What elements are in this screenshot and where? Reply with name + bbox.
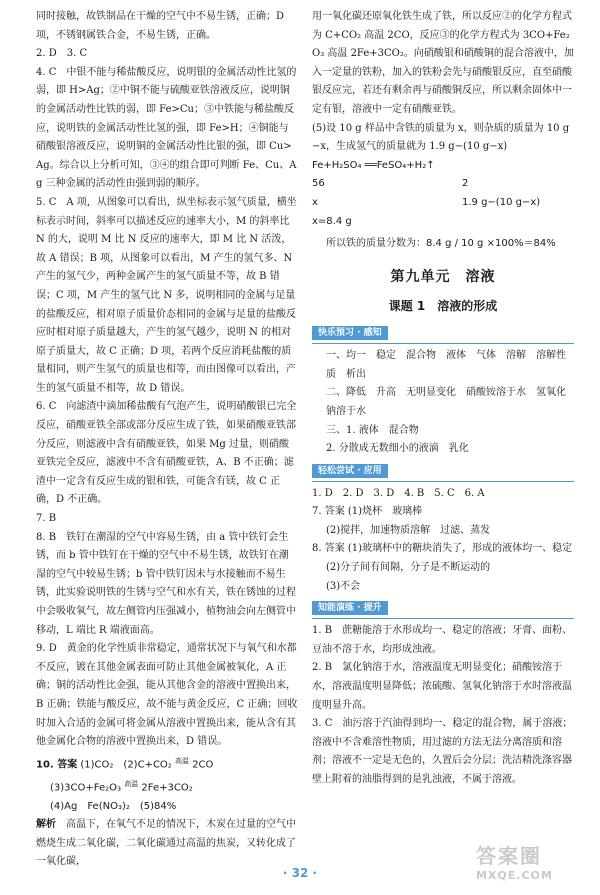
left-para-1: 2. D 3. C xyxy=(36,48,88,60)
q10-jiexi-text: 高温下，在氧气不足的情况下，木炭在过量的空气中燃烧生成二氧化碳，二氧化碳通过高温的焦炭，又转化成了一氧化碳， xyxy=(36,819,296,868)
q10-line-1 xyxy=(36,752,298,775)
page-number: · 32 · xyxy=(282,866,318,880)
left-para-0: 同时接触，故铁制品在干燥的空气中不易生锈，正确；D项，不锈钢属铁合金，不易生锈，正确。 xyxy=(36,11,285,41)
watermark-small: MXQE.COM xyxy=(476,869,553,882)
q10-jiexi-tag: 解析 xyxy=(36,819,56,831)
s3-line-0: 1. B 蔗糖能溶于水形成均一、稳定的溶液；牙膏、面粉、豆油不溶于水，均形成浊液。 xyxy=(312,625,573,655)
section-1-header xyxy=(312,323,574,344)
left-para-5: 7. B xyxy=(36,513,57,525)
q10-line-2 xyxy=(36,775,298,798)
left-para-6: 8. B 铁钉在潮湿的空气中容易生锈，由 a 管中铁钉会生锈，而 b 管中铁钉在干燥的空气中不易生锈，故铁钉在潮湿的空气中较易生锈；b 管中铁钉因未与水接触而不易生锈，此实验说明铁的生锈与空气和水有关，铁在锈蚀的过程中会吸收氧气，故左侧管内压强减小，植物油会向左侧管中移动，L 端比 R 端液面高。 xyxy=(36,531,296,636)
s1-line-3: 2. 分散成无数细小的液滴 乳化 xyxy=(326,443,469,455)
q5-c2: 2 xyxy=(462,178,469,190)
s3-line-1: 2. B 氯化钠溶于水，溶液温度无明显变化；硝酸铵溶于水，溶液温度明显降低；浓硫酸、氢氧化钠溶于水时溶液温度明显升高。 xyxy=(312,662,572,711)
q10-cond-1: 高温 xyxy=(175,756,189,765)
q10-eq2: (3)3CO+Fe₂O₃ xyxy=(50,782,122,793)
left-para-7: 9. D 黄金的化学性质非常稳定，通常状况下与氧气和水都不反应，镀在其他金属表面可防止其他金属被氧化，A 正确；铜的活动性比金强，能从其他含金的溶液中置换出来，B 正确；铁能与酸反应，故不能与黄金反应，C 正确；回收时加入合适的金属可将金属从溶液中置换出来，能从含有其他金属化合物的溶液中置换出来，D 错误。 xyxy=(36,643,298,748)
s1-line-2: 三、1. 液体 混合物 xyxy=(326,424,419,436)
q5-equation: Fe+H₂SO₄ ══FeSO₄+H₂↑ xyxy=(312,159,435,171)
q5-c56: 56 xyxy=(312,178,325,190)
q5-percentage: 所以铁的质量分数为：8.4 g / 10 g ×100%＝84% xyxy=(326,238,556,250)
s1-line-1: 二、降低 升高 无明显变化 硝酸铵溶于水 氢氧化钠溶于水 xyxy=(326,387,566,417)
left-para-3: 5. C A 项，从图象可以看出，纵坐标表示氢气质量，横坐标表示时间，斜率可以描述反应的速率大小，M 的斜率比 N 的大，说明 M 比 N 反应的速率大，即 M 比 N 活泼，故 A 错误；B 项，从图象可以看出，M 产生的氢气多、N 产生的氢气少，两种金属产生的氢气质量不等，故 B 错误；C 项，M 产生的氢气比 N 多，说明相同的金属与足量的盐酸反应，相对原子质量价态相同的金属与足量的盐酸反应时相对原子质量越大，产生的氢气越少，说明 N 的相对原子质量大，故 C 正确；D 项，若两个反应消耗盐酸的质量相同，则产生氢气的质量也相等，而由图像可以看出，产生的氢气质量不相等，故 D 错误。 xyxy=(36,196,297,394)
section-1-badge: 快乐预习 · 感知 xyxy=(312,326,388,340)
watermark-logo xyxy=(476,840,586,888)
q10-label: 10. 答案 xyxy=(36,759,78,771)
lesson-title: 课题 1 溶液的形成 xyxy=(388,298,498,313)
q10-cond-2: 高温 xyxy=(124,779,139,788)
s2-line-0: 1. D 2. D 3. D 4. B 5. C 6. A xyxy=(312,487,485,499)
q5-text: (5)设 10 g 样品中含铁的质量为 x，则杂质的质量为 10 g−x，生成氢气的质量就为 1.9 g−(10 g−x) xyxy=(312,122,570,153)
q5-calc xyxy=(312,175,574,235)
q10-block xyxy=(36,752,298,872)
left-column xyxy=(36,8,298,872)
s2-line-3: 8. 答案 (1)玻璃杯中的糖块消失了，形成的液体均一、稳定 xyxy=(312,543,573,555)
s2-line-5: (3)不会 xyxy=(326,580,361,592)
q10-eq1: (1)CO₂ (2)C+CO₂ xyxy=(80,759,172,771)
section-2-header xyxy=(312,461,574,482)
q10-eq2b: 2Fe+3CO₂ xyxy=(141,782,193,793)
s2-line-1: 7. 答案 (1)烧杯 玻璃棒 xyxy=(312,506,423,518)
q10-line-3: (4)Ag Fe(NO₃)₂ (5)84% xyxy=(50,800,177,812)
q5-cx: x xyxy=(312,197,318,209)
s2-line-2: (2)搅拌，加速物质溶解 过滤、蒸发 xyxy=(326,524,491,536)
s2-line-4: (2)分子间有间隔，分子是不断运动的 xyxy=(326,562,491,574)
s3-line-2: 3. C 油污溶于汽油得到均一、稳定的混合物，属于溶液；溶液中不含难溶性物质，用过滤的方法无法分离溶质和溶剂；溶液不一定是无色的，久置后会分层；洗洁精洗涤容器壁上附着的油脂得到的是乳浊液，不属于溶液。 xyxy=(312,718,573,785)
section-3-badge: 知能演练 · 提升 xyxy=(312,601,388,615)
right-column xyxy=(312,8,574,790)
left-para-2: 4. C 中银不能与稀盐酸反应，说明银的金属活动性比氢的弱，即 H>Ag；②中铜不能与硫酸亚铁溶液反应，说明铜的金属活动性比铁的弱，即 Fe>Cu；③中铁能与稀盐酸反应，说明铁的金属活动性比氢的强，即 Fe>H；④铜能与硝酸银溶液反应，说明铜的金属活动性比银的强，即 Cu>Ag。综合以上分析可知，③④的组合即可判断 Fe、Cu、Ag 三种金属的活动性由强到弱的顺序。 xyxy=(36,66,297,190)
section-2-badge: 轻松尝试 · 应用 xyxy=(312,464,388,478)
q5-result: x=8.4 g xyxy=(312,216,352,228)
right-top-para: 用一氧化碳还原氧化铁生成了铁，所以反应②的化学方程式为 C+CO₂ 高温 2CO，反应③的化学方程式为 3CO+Fe₂O₃ 高温 2Fe+3CO₂。向硝酸银和硝酸铜的混合溶液中，加入一定量的铁粉，加入的铁粉会先与硝酸银反应，直至硝酸银反应完，若还有剩余再与硝酸铜反应，所以剩余固体中一定有银，溶液中一定有硝酸亚铁。 xyxy=(312,11,574,115)
section-3-header xyxy=(312,598,574,619)
q10-eq1b: 2CO xyxy=(192,759,214,771)
left-para-4: 6. C 向滤渣中滴加稀盐酸有气泡产生，说明硝酸银已完全反应，硝酸亚铁全部或部分反应生成了铁，如果硝酸亚铁部分反应，则滤液中含有硝酸亚铁，如果 Mg 过量，则硝酸亚铁完全反应，滤液中不含有硝酸亚铁，A、B 不正确；滤渣中一定含有反应生成的银和铁，可能含有镁，故 C 正确，D 不正确。 xyxy=(36,401,297,506)
unit-title: 第九单元 溶液 xyxy=(390,268,496,285)
watermark-big: 答案圈 xyxy=(476,844,542,868)
q5-cr: 1.9 g−(10 g−x) xyxy=(462,197,541,209)
q10-explanation xyxy=(36,816,298,872)
s1-line-0: 一、均一 稳定 混合物 液体 气体 溶解 溶解性质 析出 xyxy=(326,350,566,380)
